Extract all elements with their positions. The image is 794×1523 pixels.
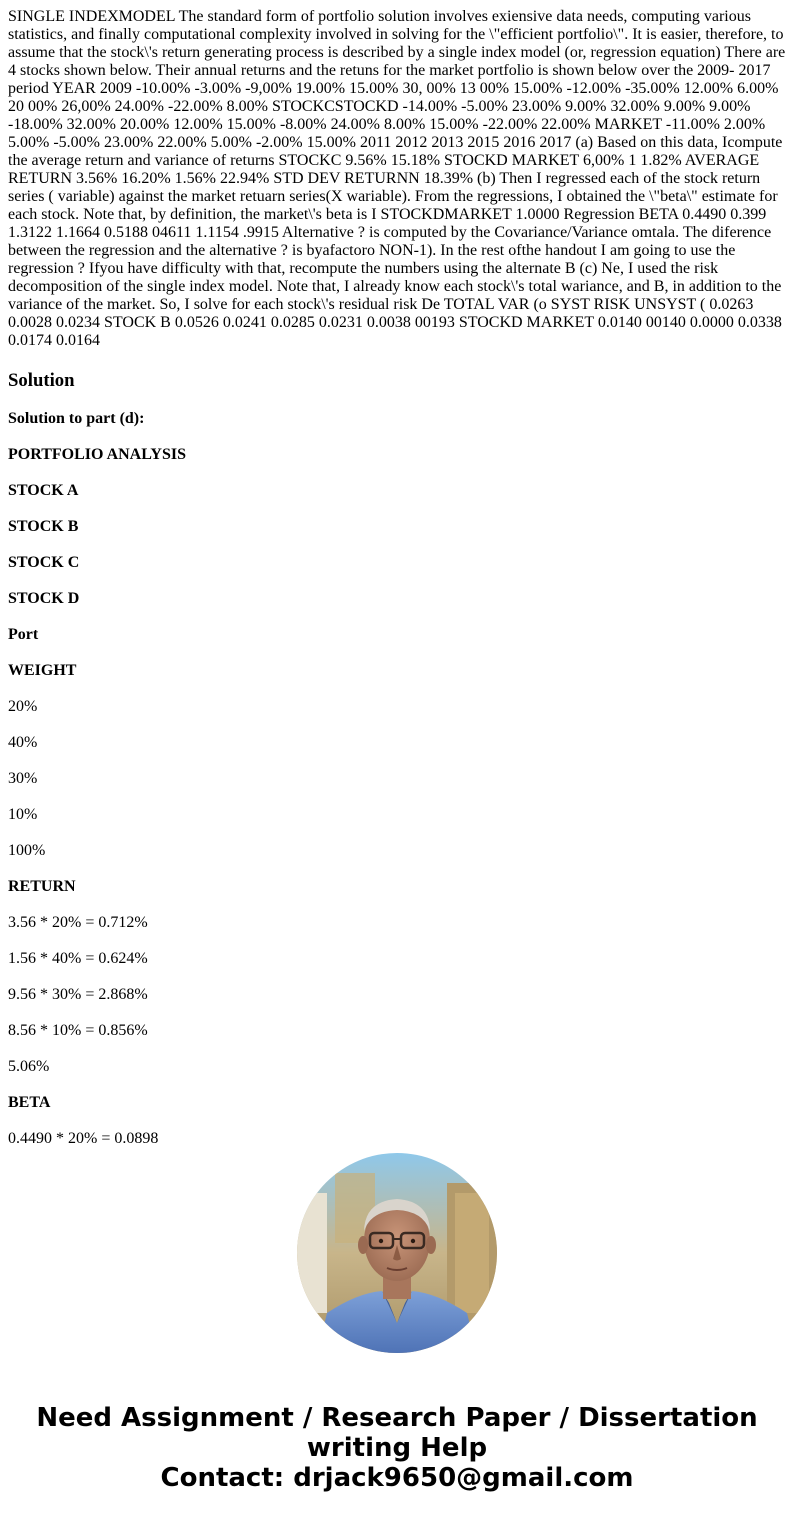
solution-line: 20% <box>8 698 38 715</box>
solution-line: 5.06% <box>8 1058 50 1075</box>
solution-line: STOCK B <box>8 518 79 535</box>
solution-line: STOCK C <box>8 554 80 571</box>
solution-line: 100% <box>8 842 46 859</box>
document-content <box>8 8 786 1148</box>
footer-line: writing Help <box>306 1433 488 1463</box>
solution-line: Solution to part (d): <box>8 410 145 427</box>
solution-line: RETURN <box>8 878 76 895</box>
solution-line: 1.56 * 40% = 0.624% <box>8 950 148 967</box>
solution-line: BETA <box>8 1094 51 1111</box>
solution-line: 8.56 * 10% = 0.856% <box>8 1022 148 1039</box>
avatar <box>297 1153 497 1353</box>
solution-line: STOCK D <box>8 590 80 607</box>
person-photo-icon <box>297 1153 497 1353</box>
solution-line: 30% <box>8 770 38 787</box>
solution-line: STOCK A <box>8 482 79 499</box>
solution-line: PORTFOLIO ANALYSIS <box>8 446 187 463</box>
footer-banner <box>0 1403 794 1493</box>
footer-contact: Contact: drjack9650@gmail.com <box>160 1463 634 1493</box>
solution-heading: Solution <box>8 370 75 391</box>
solution-line: 0.4490 * 20% = 0.0898 <box>8 1130 159 1147</box>
solution-line: 10% <box>8 806 38 823</box>
solution-line: WEIGHT <box>8 662 77 679</box>
solution-line: 40% <box>8 734 38 751</box>
footer-line: Need Assignment / Research Paper / Dissertation <box>36 1403 758 1433</box>
solution-line: Port <box>8 626 39 643</box>
solution-line: 9.56 * 30% = 2.868% <box>8 986 148 1003</box>
question-text: SINGLE INDEXMODEL The standard form of portfolio solution involves exiensive data needs, computing various statistics, and finally computational complexity involved in solving for the \"efficient portfolio\". It is easier, therefore, to assume that the stock\'s return generating process is described by a single index model (or, regression equation) There are 4 stocks shown below. Their annual returns and the retuns for the market portfolio is shown below over the 2009- 2017 period YEAR 2009 -10.00% -3.00% -9,00% 19.00% 15.00% 30, 00% 13 00% 15.00% -12.00% -35.00% 12.00% 6.00% 20 00% 26,00% 24.00% -22.00% 8.00% STOCKCSTOCKD -14.00% -5.00% 23.00% 9.00% 32.00% 9.00% 9.00% -18.00% 32.00% 20.00% 12.00% 15.00% -8.00% 24.00% 8.00% 15.00% -22.00% 22.00% MARKET -11.00% 2.00% 5.00% -5.00% 23.00% 22.00% 5.00% -2.00% 15.00% 2011 2012 2013 2015 2016 2017 (a) Based on this data, Icompute the average return and variance of returns STOCKC 9.56% 15.18% STOCKD MARKET 6,00% 1 1.82% AVERAGE RETURN 3.56% 16.20% 1.56% 22.94% STD DEV RETURNN 18.39% (b) Then I regressed each of the stock return series ( variable) against the market retuarn series(X wariable). From the regressions, I obtained the \"beta\" estimate for each stock. Note that, by definition, the market\'s beta is I STOCKDMARKET 1.0000 Regression BETA 0.4490 0.399 1.3122 1.1664 0.5188 04611 1.1154 .9915 Alternative ? is computed by the Covariance/Variance omtala. The diference between the regression and the alternative ? is byafactoro NON-1). In the rest ofthe handout I am going to use the regression ? Ifyou have difficulty with that, recompute the numbers using the alternate B (c) Ne, I used the risk decomposition of the single index model. Note that, I already know each stock\'s total wariance, and B, in addition to the variance of the market. So, I solve for each stock\'s residual risk De TOTAL VAR (o SYST RISK UNSYST ( 0.0263 0.0028 0.0234 STOCK B 0.0526 0.0241 0.0285 0.0231 0.0038 00193 STOCKD MARKET 0.0140 00140 0.0000 0.0338 0.0174 0.0164 <box>8 8 786 349</box>
solution-lines <box>8 410 786 1148</box>
solution-line: 3.56 * 20% = 0.712% <box>8 914 148 931</box>
